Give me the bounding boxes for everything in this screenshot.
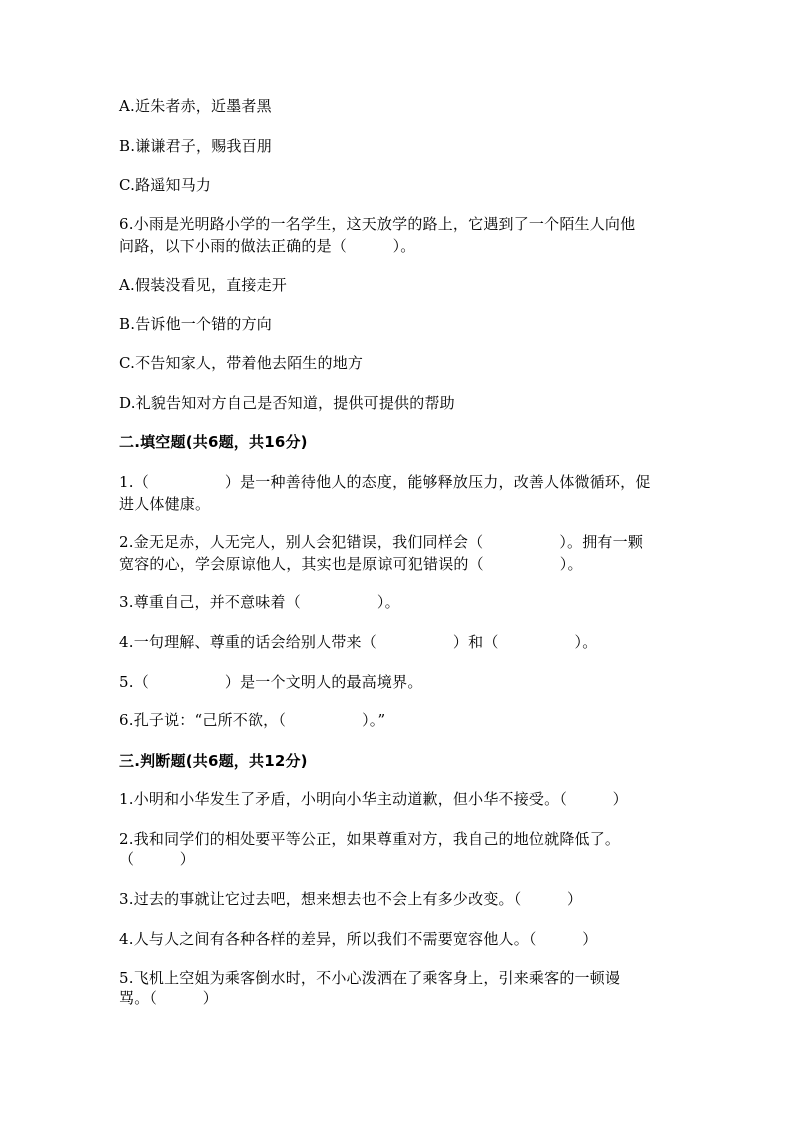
question-6-line-1: 6.小雨是光明路小学的一名学生，这天放学的路上，它遇到了一个陌生人向他 (119, 215, 636, 233)
tf-5-line-1: 5.飞机上空姐为乘客倒水时，不小心泼洒在了乘客身上，引来乘客的一顿谩 (119, 969, 621, 987)
option-5a: A.近朱者赤，近墨者黑 (119, 97, 272, 115)
section-fill-in-heading: 二.填空题(共6题，共16分) (119, 433, 308, 451)
fill-2-line-2: 宽容的心，学会原谅他人，其实也是原谅可犯错误的（ ）。 (119, 555, 583, 573)
option-6d: D.礼貌告知对方自己是否知道，提供可提供的帮助 (119, 394, 455, 412)
tf-2-line-2: （ ） (119, 850, 196, 868)
tf-1: 1.小明和小华发生了矛盾，小明向小华主动道歉，但小华不接受。（ ） (119, 790, 628, 808)
tf-5-line-2: 骂。（ ） (119, 989, 218, 1007)
fill-3: 3.尊重自己，并不意味着（ ）。 (119, 593, 400, 611)
question-6-line-2: 问路，以下小雨的做法正确的是（ ）。 (119, 237, 416, 255)
fill-1-line-2: 进人体健康。 (119, 495, 211, 513)
option-5c: C.路遥知马力 (119, 176, 212, 194)
option-6a: A.假装没看见，直接走开 (119, 276, 288, 294)
fill-5: 5.（ ）是一个文明人的最高境界。 (119, 673, 423, 691)
fill-6: 6.孔子说：“己所不欲，（ ）。” (119, 711, 386, 729)
fill-2-line-1: 2.金无足赤，人无完人，别人会犯错误，我们同样会（ ）。拥有一颗 (119, 533, 644, 551)
tf-4: 4.人与人之间有各种各样的差异，所以我们不需要宽容他人。（ ） (119, 930, 598, 948)
fill-1-line-1: 1.（ ）是一种善待他人的态度，能够释放压力，改善人体微循环，促 (119, 473, 651, 491)
fill-4: 4.一句理解、尊重的话会给别人带来（ ）和（ ）。 (119, 633, 598, 651)
tf-2-line-1: 2.我和同学们的相处要平等公正，如果尊重对方，我自己的地位就降低了。 (119, 830, 621, 848)
tf-3: 3.过去的事就让它过去吧，想来想去也不会上有多少改变。（ ） (119, 890, 583, 908)
option-6c: C.不告知家人，带着他去陌生的地方 (119, 354, 364, 372)
option-5b: B.谦谦君子，赐我百朋 (119, 137, 272, 155)
option-6b: B.告诉他一个错的方向 (119, 315, 272, 333)
section-true-false-heading: 三.判断题(共6题，共12分) (119, 752, 308, 770)
